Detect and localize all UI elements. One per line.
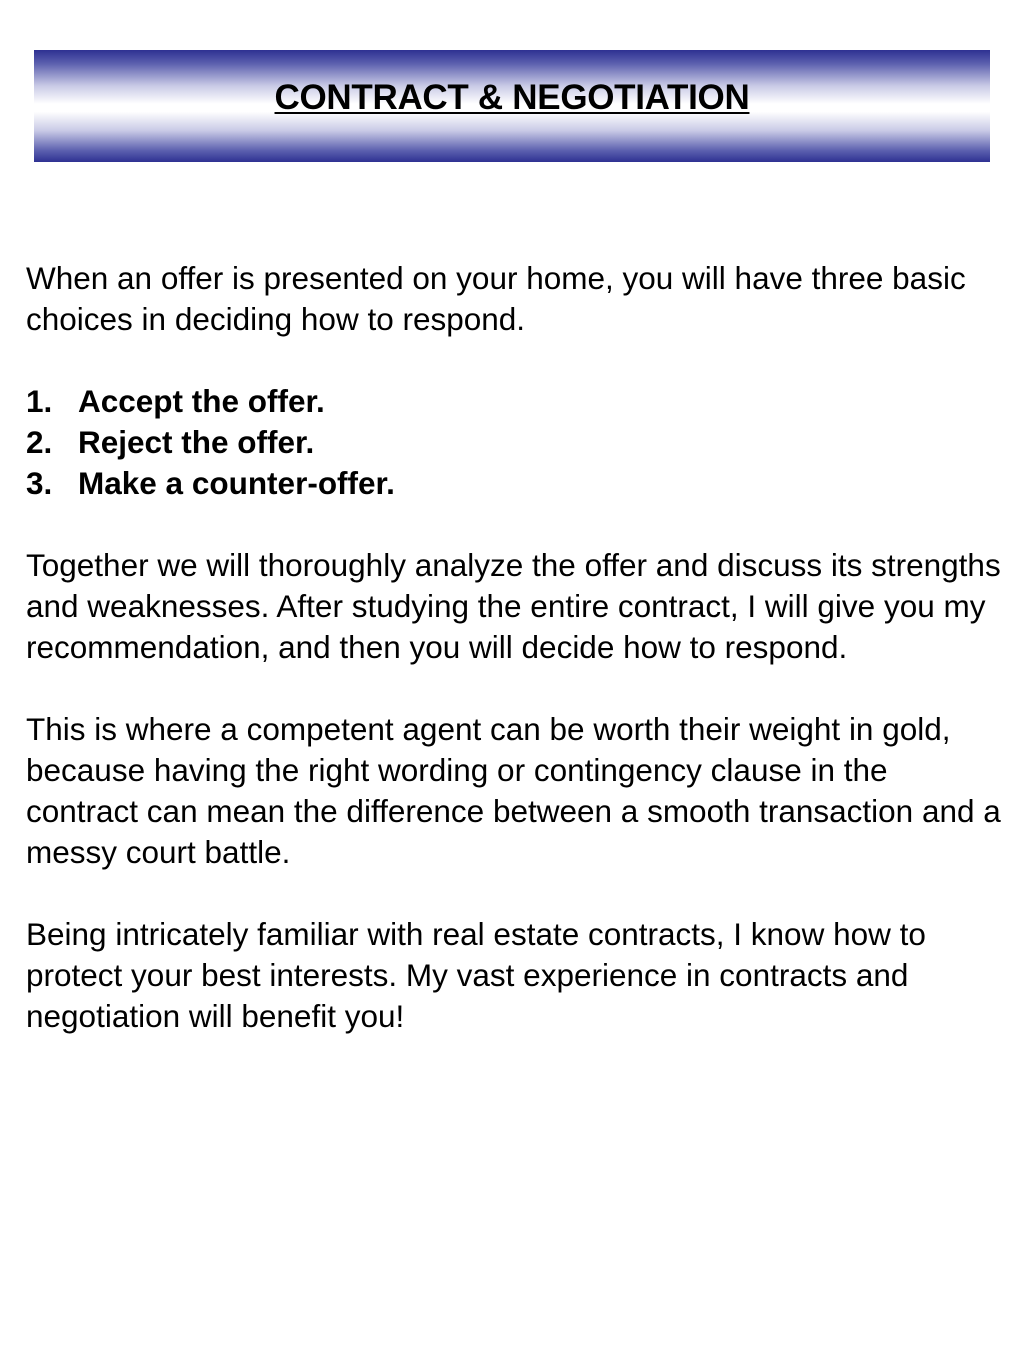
analysis-paragraph: Together we will thoroughly analyze the offer and discuss its strengths and weaknesses. After studying the entire contract, I will give you my recommendation, and then you will decide how to respond. bbox=[26, 547, 1001, 665]
list-item-text: Accept the offer. bbox=[78, 383, 325, 419]
experience-paragraph: Being intricately familiar with real estate contracts, I know how to protect your best interests. My vast experience in contracts and negotiation will benefit you! bbox=[26, 916, 926, 1034]
choices-list bbox=[26, 381, 1001, 504]
list-item-text: Make a counter-offer. bbox=[78, 465, 395, 501]
agent-value-paragraph: This is where a competent agent can be worth their weight in gold, because having the right wording or contingency clause in the contract can mean the difference between a smooth transaction and a messy court battle. bbox=[26, 711, 1001, 870]
header-banner bbox=[34, 50, 990, 162]
main-content bbox=[26, 258, 1001, 1078]
page-title: CONTRACT & NEGOTIATION bbox=[274, 78, 750, 117]
list-item bbox=[26, 463, 1001, 504]
list-item bbox=[26, 422, 1001, 463]
list-item-number: 3. bbox=[26, 465, 53, 501]
list-item-number: 1. bbox=[26, 383, 53, 419]
list-item-text: Reject the offer. bbox=[78, 424, 315, 460]
list-item-number: 2. bbox=[26, 424, 53, 460]
list-item bbox=[26, 381, 1001, 422]
intro-paragraph: When an offer is presented on your home, you will have three basic choices in deciding how to respond. bbox=[26, 260, 966, 337]
